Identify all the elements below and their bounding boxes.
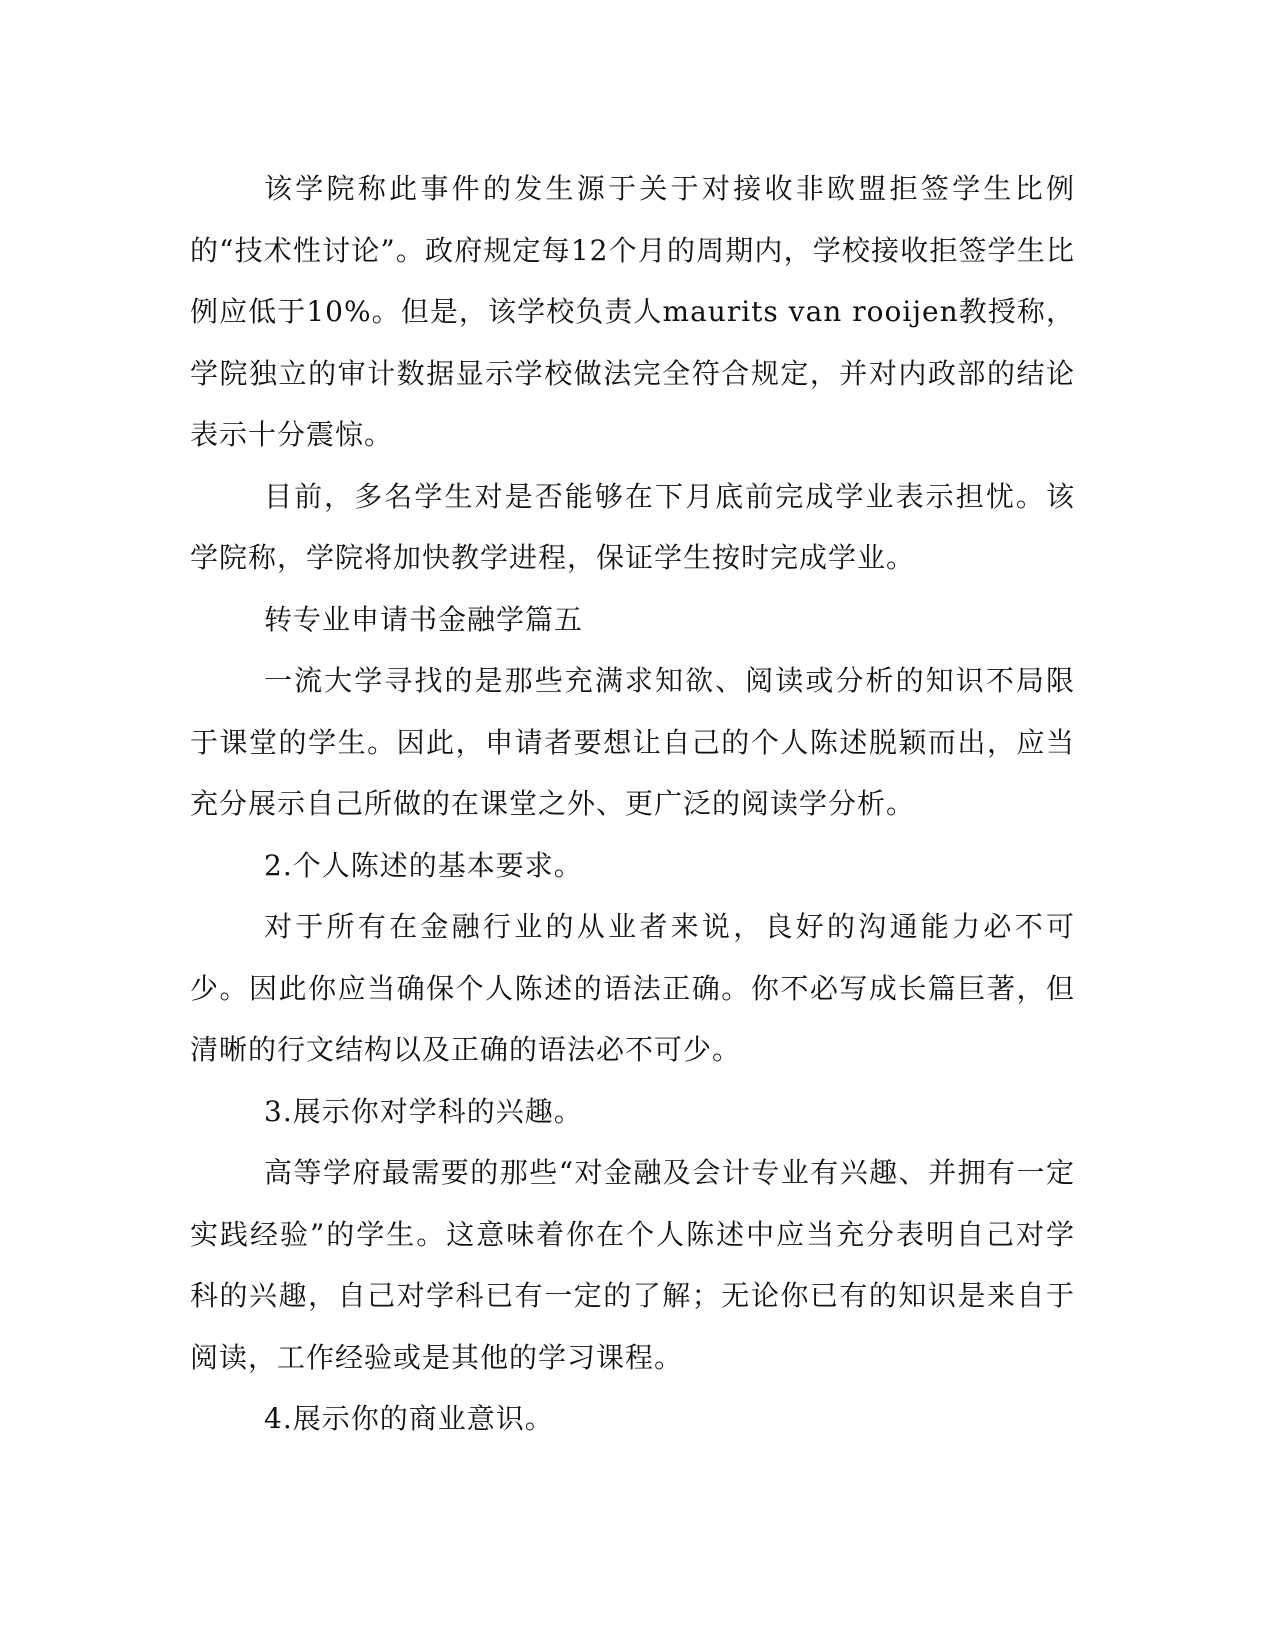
list-item-heading: 4.展示你的商业意识。 <box>264 1402 554 1435</box>
list-item-heading: 3.展示你对学科的兴趣。 <box>264 1094 583 1128</box>
list-item-heading: 2.个人陈述的基本要求。 <box>264 848 583 882</box>
paragraph-communication: 对于所有在金融行业的从业者来说，良好的沟通能力必不可少。因此你应当确保个人陈述的语法正确。你不必写成长篇巨著，但清晰的行文结构以及正确的语法必不可少。 <box>190 910 1075 1066</box>
paragraph-college-statement: 该学院称此事件的发生源于关于对接收非欧盟拒签学生比例的“技术性讨论”。政府规定每12个月的周期内，学校接收拒签学生比例应低于10%。但是，该学校负责人maurits van rooijen教授称，学院独立的审计数据显示学校做法完全符合规定，并对内政部的结论表示十分震惊。 <box>190 172 1075 451</box>
document-body <box>190 158 1075 1450</box>
paragraph-student-concerns: 目前，多名学生对是否能够在下月底前完成学业表示担忧。该学院称，学院将加快教学进程，保证学生按时完成学业。 <box>190 479 1075 574</box>
paragraph-subject-interest: 高等学府最需要的那些“对金融及会计专业有兴趣、并拥有一定实践经验”的学生。这意味着你在个人陈述中应当充分表明自己对学科的兴趣，自己对学科已有一定的了解；无论你已有的知识是来自于阅读，工作经验或是其他的学习课程。 <box>190 1156 1075 1374</box>
paragraph-top-universities: 一流大学寻找的是那些充满求知欲、阅读或分析的知识不局限于课堂的学生。因此，申请者要想让自己的个人陈述脱颖而出，应当充分展示自己所做的在课堂之外、更广泛的阅读学分析。 <box>190 664 1075 820</box>
section-heading: 转专业申请书金融学篇五 <box>264 602 584 636</box>
